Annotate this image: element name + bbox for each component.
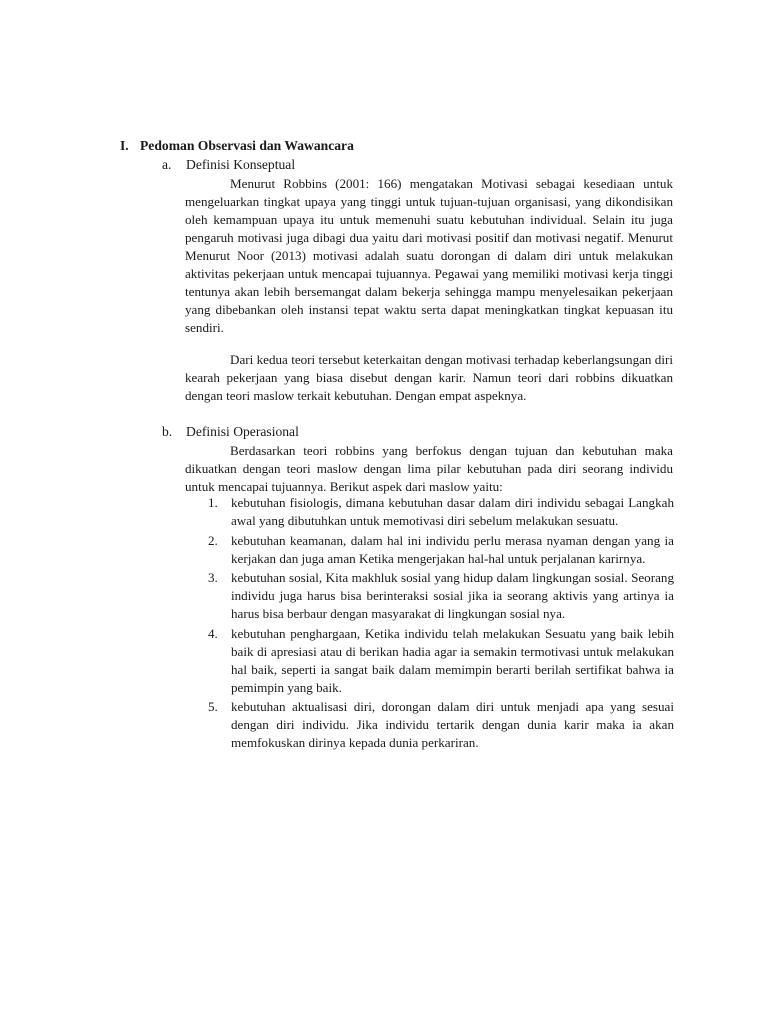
section-title: Pedoman Observasi dan Wawancara [140, 138, 354, 153]
list-item-number: 2. [208, 532, 218, 548]
list-item-text: kebutuhan aktualisasi diri, dorongan dalam diri untuk menjadi apa yang sesuai dengan diri individu. Jika individu tertarik dengan dunia karir maka ia akan memfokuskan dirinya kepada dunia perkariran. [231, 699, 674, 750]
list-item-number: 3. [208, 570, 218, 585]
subsection-a-heading [162, 156, 295, 174]
section-number: I. [120, 138, 129, 153]
list-item-number: 4. [208, 625, 218, 641]
subsection-a-paragraph-1: Menurut Robbins (2001: 166) mengatakan Motivasi sebagai kesediaan untuk mengeluarkan tingkat upaya yang tinggi untuk tujuan-tujuan organisasi, yang dikondisikan oleh kemampuan upaya itu untuk memenuhi suatu kebutuhan individual. Selain itu juga pengaruh motivasi juga dibagi dua yaitu dari motivasi positif dan motivasi negatif. Menurut Menurut Noor (2013) motivasi adalah suatu dorongan di dalam diri untuk melakukan aktivitas pekerjaan untuk mencapai tujuannya. Pegawai yang memiliki motivasi kerja tinggi tentunya akan lebih bersemangat dalam bekerja sehingga mampu menyelesaikan pekerjaan yang dibebankan oleh instansi tepat waktu serta dapat meningkatkan tingkat kepuasan itu sendiri. [185, 176, 673, 335]
maslow-needs-list [208, 494, 674, 754]
list-item [208, 625, 674, 697]
list-item [208, 494, 674, 530]
list-item-text: kebutuhan penghargaan, Ketika individu telah melakukan Sesuatu yang baik lebih baik di apresiasi atau di berikan hadia agar ia semakin termotivasi untuk melakukan hal baik, seperti ia sangat baik dalam memimpin berarti berilah sertifikat bahwa ia pemimpin yang baik. [231, 625, 674, 695]
section-heading [120, 137, 354, 155]
subsection-a-title: Definisi Konseptual [186, 157, 296, 172]
subsection-a-letter: a. [162, 157, 172, 172]
list-item [208, 532, 674, 568]
subsection-b-heading [162, 423, 299, 441]
list-item-text: kebutuhan sosial, Kita makhluk sosial yang hidup dalam lingkungan sosial. Seorang individu juga harus bisa berinteraksi sosial jika ia seorang aktivis yang artinya ia harus bisa berbaur dengan masyarakat di lingkungan sosial nya. [231, 570, 674, 621]
subsection-b-title: Definisi Operasional [186, 424, 299, 439]
list-item-number: 5. [208, 699, 218, 714]
list-item [208, 569, 674, 623]
list-item-number: 1. [208, 495, 218, 510]
subsection-b-paragraph: Berdasarkan teori robbins yang berfokus dengan tujuan dan kebutuhan maka dikuatkan dengan teori maslow dengan lima pilar kebutuhan pada diri seorang individu untuk mencapai tujuannya. Berikut aspek dari maslow yaitu: [185, 443, 673, 494]
list-item [208, 698, 674, 752]
list-item-text: kebutuhan fisiologis, dimana kebutuhan dasar dalam diri individu sebagai Langkah awal yang dibutuhkan untuk memotivasi diri sebelum melakukan sesuatu. [231, 495, 674, 528]
list-item-text: kebutuhan keamanan, dalam hal ini individu perlu merasa nyaman dengan yang ia kerjakan dan juga aman Ketika mengerjakan hal-hal untuk perjalanan karirnya. [231, 532, 674, 566]
subsection-a-paragraph-2: Dari kedua teori tersebut keterkaitan dengan motivasi terhadap keberlangsungan diri kearah pekerjaan yang biasa disebut dengan karir. Namun teori dari robbins dikuatkan dengan teori maslow terkait kebutuhan. Dengan empat aspeknya. [185, 352, 673, 403]
subsection-b-letter: b. [162, 424, 173, 439]
